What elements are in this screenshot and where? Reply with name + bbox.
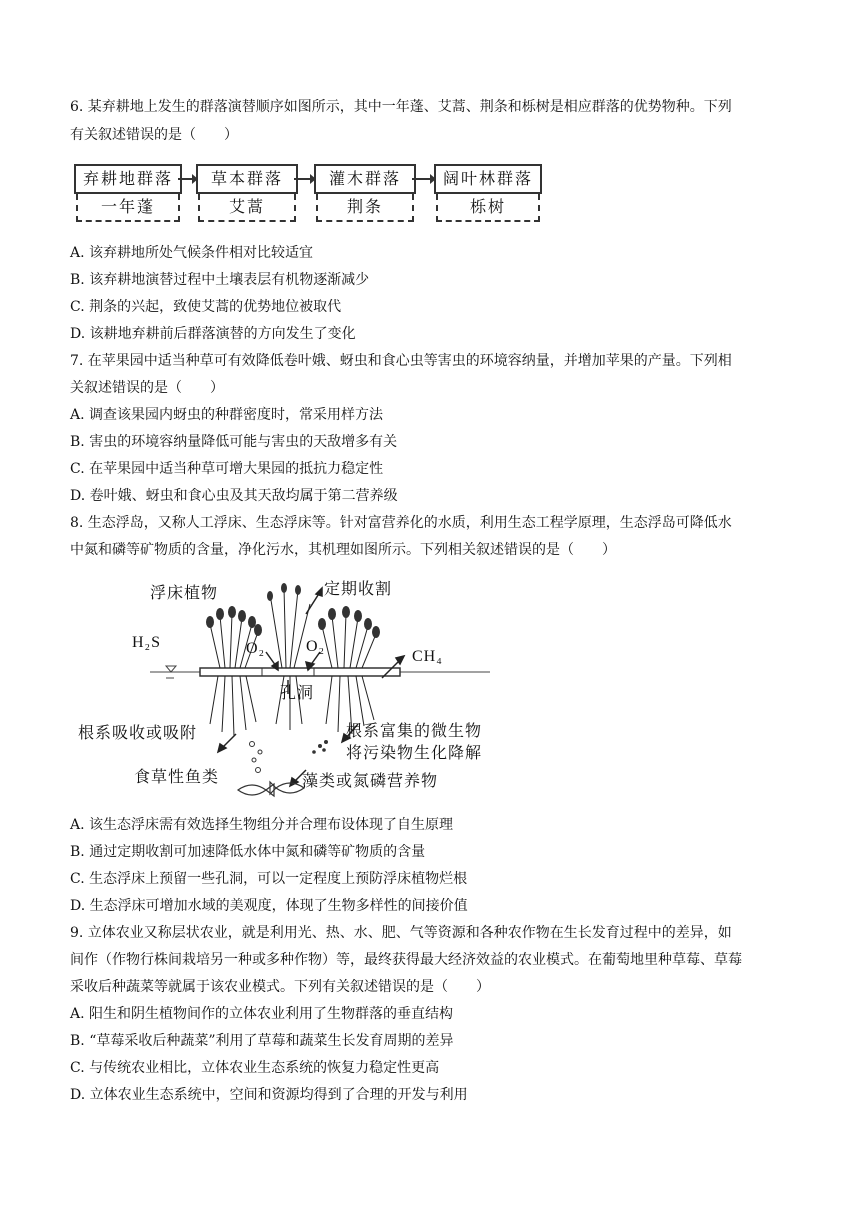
- label-harvest: 定期收割: [324, 579, 393, 598]
- stage-box-1: 弃耕地群落: [74, 164, 182, 194]
- q8-stem-line2: 中氮和磷等矿物质的含量，净化污水，其机理如图所示。下列相关叙述错误的是（ ）: [70, 542, 616, 558]
- species-box-1: 一年蓬: [76, 194, 180, 222]
- label-microbe-1: 根系富集的微生物: [346, 721, 483, 740]
- label-fish: 食草性鱼类: [134, 767, 220, 786]
- q6-option-b: B. 该弃耕地演替过程中土壤表层有机物逐渐减少: [70, 272, 370, 288]
- q7-option-c: C. 在苹果园中适当种草可增大果园的抵抗力稳定性: [70, 461, 384, 477]
- label-hole: 孔洞: [280, 683, 315, 702]
- q8-option-d: D. 生态浮床可增加水域的美观度，体现了生物多样性的间接价值: [70, 898, 468, 914]
- q9-stem-line3: 采收后种蔬菜等就属于该农业模式。下列有关叙述错误的是（ ）: [70, 979, 490, 995]
- q9-option-c: C. 与传统农业相比，立体农业生态系统的恢复力稳定性更高: [70, 1060, 440, 1076]
- species-box-2: 艾蒿: [198, 194, 296, 222]
- stage-box-3: 灌木群落: [314, 164, 416, 194]
- stage-box-4: 阔叶林群落: [434, 164, 542, 194]
- q7-option-d: D. 卷叶娥、蚜虫和食心虫及其天敌均属于第二营养级: [70, 488, 398, 504]
- q8-option-a: A. 该生态浮床需有效选择生物组分并合理布设体现了自生原理: [70, 817, 454, 833]
- arrow-icon: [178, 173, 198, 185]
- label-ch4: CH₄: [412, 648, 443, 665]
- q6-stem-line1: 6. 某弃耕地上发生的群落演替顺序如图所示，其中一年蓬、艾蒿、荆条和栎树是相应群落的优势物种。下列: [70, 99, 732, 115]
- q8-option-c: C. 生态浮床上预留一些孔洞，可以一定程度上预防浮床植物烂根: [70, 871, 468, 887]
- q6-option-c: C. 荆条的兴起，致使艾蒿的优势地位被取代: [70, 299, 342, 315]
- q7-option-a: A. 调查该果园内蚜虫的种群密度时，常采用样方法: [70, 407, 384, 423]
- q9-stem-line2: 间作（作物行株间栽培另一种或多种作物）等，最终获得最大经济效益的农业模式。在葡萄地里种草莓、草莓: [70, 952, 742, 968]
- arrow-icon: [294, 173, 316, 185]
- stage-box-2: 草本群落: [196, 164, 298, 194]
- species-box-4: 栎树: [436, 194, 540, 222]
- q9-option-d: D. 立体农业生态系统中，空间和资源均得到了合理的开发与利用: [70, 1087, 468, 1103]
- label-float-plants: 浮床植物: [150, 583, 219, 602]
- label-algae: 藻类或氮磷营养物: [302, 771, 439, 790]
- q7-stem-line1: 7. 在苹果园中适当种草可有效降低卷叶娥、蚜虫和食心虫等害虫的环境容纳量，并增加苹果的产量。下列相: [70, 353, 732, 369]
- q9-option-a: A. 阳生和阴生植物间作的立体农业利用了生物群落的垂直结构: [70, 1006, 454, 1022]
- label-o2-right: O₂: [306, 638, 326, 655]
- q6-stem-line2: 有关叙述错误的是（ ）: [70, 127, 238, 143]
- q6-option-a: A. 该弃耕地所处气候条件相对比较适宜: [70, 245, 314, 261]
- q6-option-d: D. 该耕地弃耕前后群落演替的方向发生了变化: [70, 326, 356, 342]
- label-o2-left: O₂: [246, 640, 266, 657]
- q8-option-b: B. 通过定期收割可加速降低水体中氮和磷等矿物质的含量: [70, 844, 426, 860]
- label-root-absorb: 根系吸收或吸附: [78, 723, 198, 742]
- label-h2s: H₂S: [132, 634, 162, 651]
- q7-stem-line2: 关叙述错误的是（ ）: [70, 380, 224, 396]
- species-box-3: 荆条: [316, 194, 414, 222]
- q7-option-b: B. 害虫的环境容纳量降低可能与害虫的天敌增多有关: [70, 434, 398, 450]
- arrow-icon: [412, 173, 436, 185]
- succession-diagram: [74, 164, 544, 224]
- q8-stem-line1: 8. 生态浮岛，又称人工浮床、生态浮床等。针对富营养化的水质，利用生态工程学原理，生态浮岛可降低水: [70, 515, 732, 531]
- floating-island-figure: [70, 574, 510, 806]
- q9-option-b: B. “草莓采收后种蔬菜”利用了草莓和蔬菜生长发育周期的差异: [70, 1033, 454, 1049]
- label-microbe-2: 将污染物生化降解: [346, 743, 483, 762]
- q9-stem-line1: 9. 立体农业又称层状农业，就是利用光、热、水、肥、气等资源和各种农作物在生长发育过程中的差异，如: [70, 925, 732, 941]
